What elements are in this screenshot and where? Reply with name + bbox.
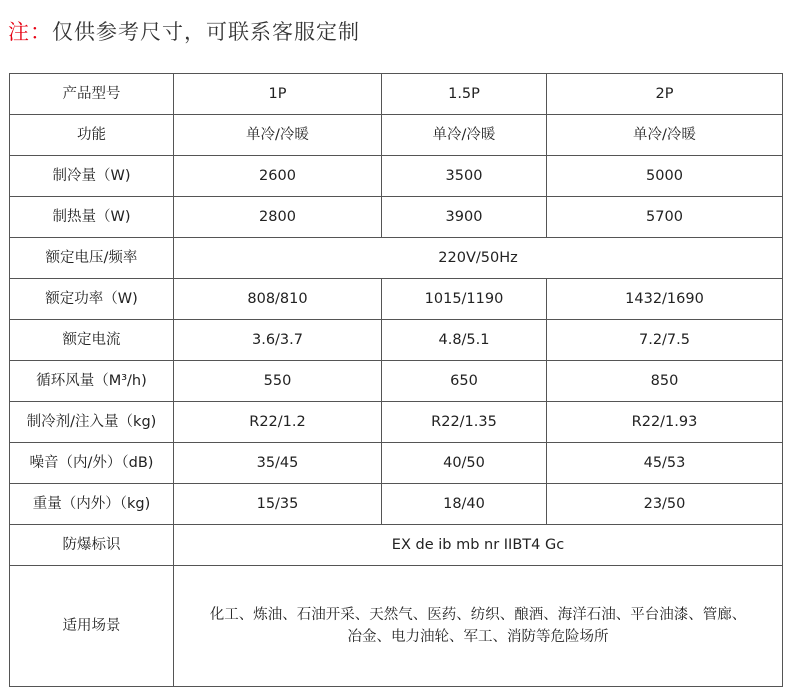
table-cell: 650 [382, 361, 547, 402]
table-cell: 40/50 [382, 443, 547, 484]
row-label: 适用场景 [10, 566, 174, 687]
table-cell: 808/810 [174, 279, 382, 320]
table-cell: 5000 [547, 156, 783, 197]
row-label: 制热量（W) [10, 197, 174, 238]
col-header-1-5p: 1.5P [382, 74, 547, 115]
table-cell: 2800 [174, 197, 382, 238]
applications-line: 化工、炼油、石油开采、天然气、医药、纺织、酿酒、海洋石油、平台油漆、管廊、 [209, 607, 747, 623]
table-cell: 3500 [382, 156, 547, 197]
spec-table [9, 73, 783, 687]
table-cell: 850 [547, 361, 783, 402]
note-text: 仅供参考尺寸，可联系客服定制 [52, 20, 360, 44]
row-label: 循环风量（M³/h) [10, 361, 174, 402]
table-row-function [10, 115, 783, 156]
row-label: 额定电流 [10, 320, 174, 361]
table-cell: 1015/1190 [382, 279, 547, 320]
table-row-rated-current [10, 320, 783, 361]
table-cell: R22/1.93 [547, 402, 783, 443]
row-label: 额定电压/频率 [10, 238, 174, 279]
table-cell: 45/53 [547, 443, 783, 484]
row-label: 功能 [10, 115, 174, 156]
table-row-applications [10, 566, 783, 687]
note-line [8, 16, 360, 46]
note-label: 注： [8, 20, 52, 44]
row-label: 额定功率（W) [10, 279, 174, 320]
col-header-2p: 2P [547, 74, 783, 115]
table-cell: 2600 [174, 156, 382, 197]
table-cell: R22/1.35 [382, 402, 547, 443]
table-cell: 7.2/7.5 [547, 320, 783, 361]
table-cell: 3900 [382, 197, 547, 238]
table-cell: 18/40 [382, 484, 547, 525]
table-cell: R22/1.2 [174, 402, 382, 443]
row-label: 重量（内外）（kg) [10, 484, 174, 525]
table-row-explosion-mark [10, 525, 783, 566]
col-header-1p: 1P [174, 74, 382, 115]
table-row-rated-voltage [10, 238, 783, 279]
table-cell: 单冷/冷暖 [174, 115, 382, 156]
applications-cell [174, 566, 783, 687]
table-cell: 35/45 [174, 443, 382, 484]
table-cell: 单冷/冷暖 [547, 115, 783, 156]
row-label: 制冷剂/注入量（kg) [10, 402, 174, 443]
table-row-refrigerant [10, 402, 783, 443]
table-row-heating-capacity [10, 197, 783, 238]
row-label: 噪音（内/外）（dB) [10, 443, 174, 484]
applications-line: 冶金、电力油轮、军工、消防等危险场所 [347, 629, 609, 645]
table-row-rated-power [10, 279, 783, 320]
table-row-model [10, 74, 783, 115]
table-cell: 5700 [547, 197, 783, 238]
merged-cell: 220V/50Hz [174, 238, 783, 279]
table-cell: 单冷/冷暖 [382, 115, 547, 156]
row-label: 制冷量（W) [10, 156, 174, 197]
row-label: 防爆标识 [10, 525, 174, 566]
table-cell: 550 [174, 361, 382, 402]
table-cell: 23/50 [547, 484, 783, 525]
table-cell: 1432/1690 [547, 279, 783, 320]
row-label-model: 产品型号 [10, 74, 174, 115]
table-row-noise [10, 443, 783, 484]
table-cell: 15/35 [174, 484, 382, 525]
table-row-airflow [10, 361, 783, 402]
table-cell: 4.8/5.1 [382, 320, 547, 361]
table-row-cooling-capacity [10, 156, 783, 197]
table-row-weight [10, 484, 783, 525]
table-cell: 3.6/3.7 [174, 320, 382, 361]
merged-cell: EX de ib mb nr IIBT4 Gc [174, 525, 783, 566]
